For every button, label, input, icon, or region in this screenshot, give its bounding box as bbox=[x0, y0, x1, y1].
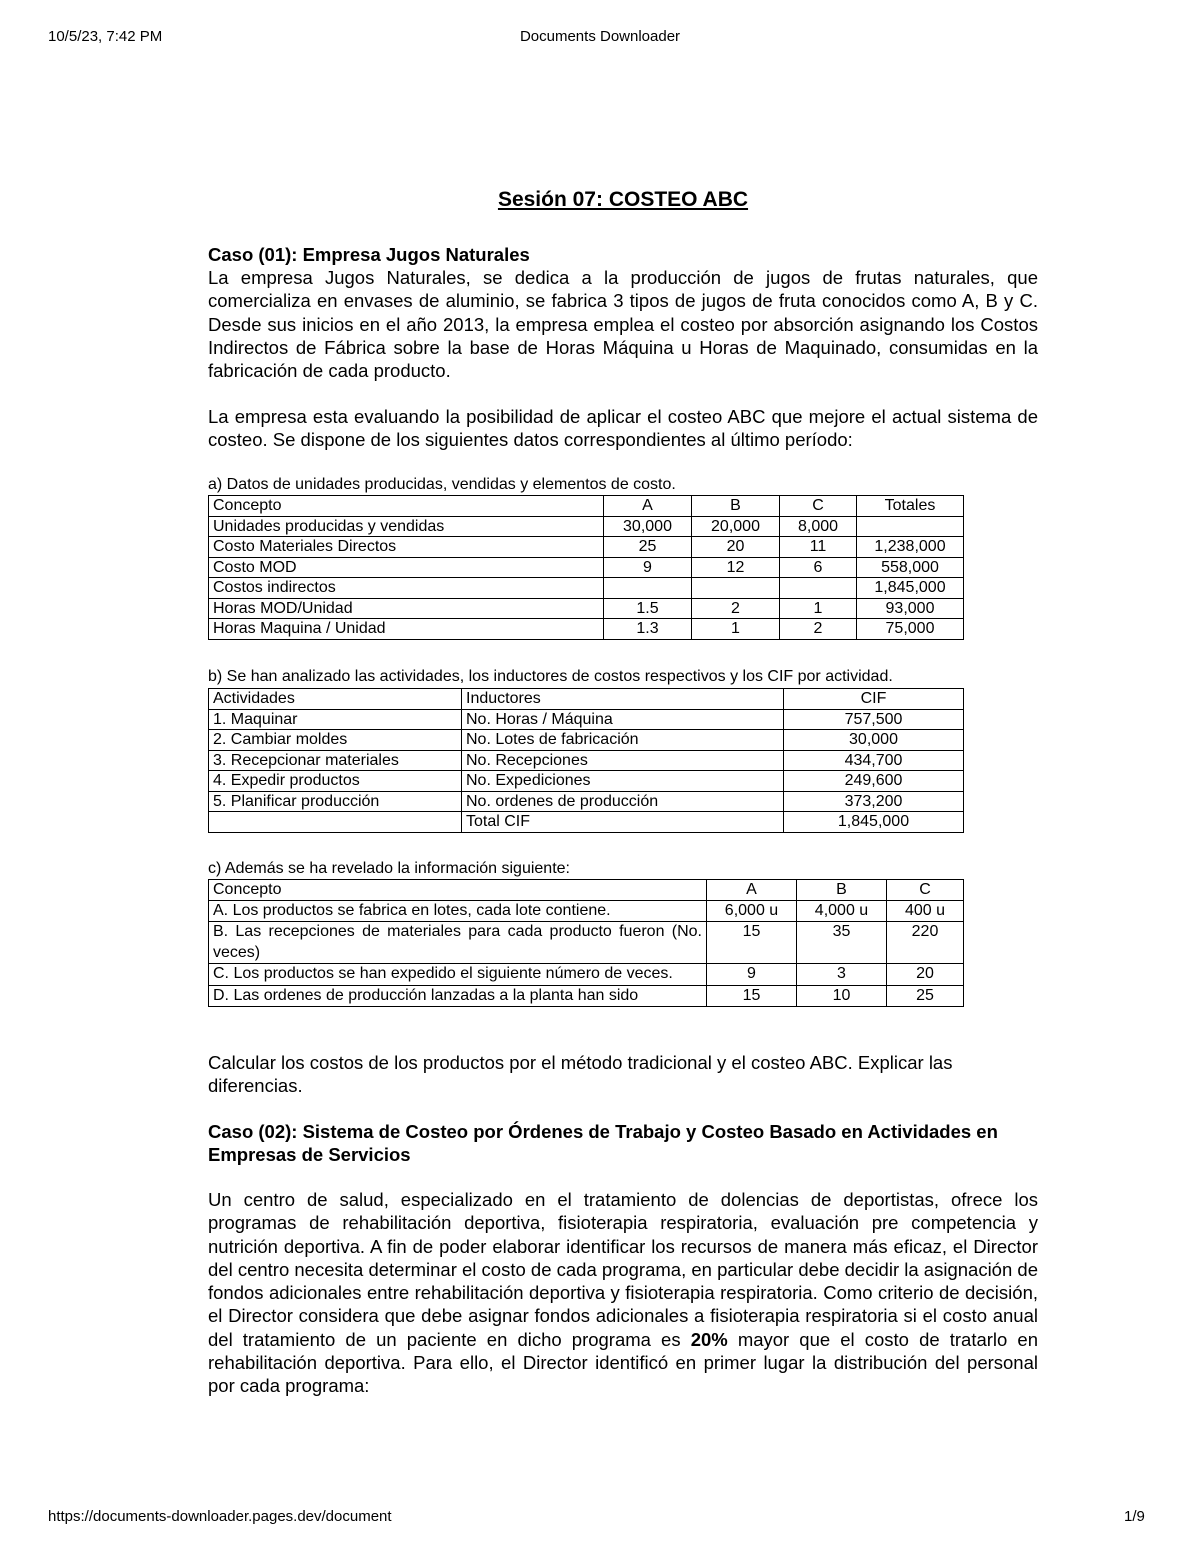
table-cell: 6,000 u bbox=[707, 900, 797, 922]
table-cell: No. ordenes de producción bbox=[462, 791, 784, 812]
table-cell: Costo Materiales Directos bbox=[209, 537, 604, 558]
table-cell: No. Expediciones bbox=[462, 771, 784, 792]
table-cell: 11 bbox=[780, 537, 857, 558]
table-c bbox=[208, 879, 964, 1007]
table-row bbox=[209, 557, 964, 578]
table-cell: A. Los productos se fabrica en lotes, cada lote contiene. bbox=[209, 900, 707, 922]
table-cell: Total CIF bbox=[462, 812, 784, 833]
table-row bbox=[209, 730, 964, 751]
table-row bbox=[209, 537, 964, 558]
header-cell: Totales bbox=[857, 496, 964, 517]
table-cell: No. Lotes de fabricación bbox=[462, 730, 784, 751]
table-cell: D. Las ordenes de producción lanzadas a la planta han sido bbox=[209, 985, 707, 1007]
table-row bbox=[209, 812, 964, 833]
table-cell: 249,600 bbox=[784, 771, 964, 792]
print-site-title: Documents Downloader bbox=[519, 28, 681, 45]
header-cell: Concepto bbox=[209, 496, 604, 517]
table-row bbox=[209, 598, 964, 619]
table-cell: 15 bbox=[707, 985, 797, 1007]
table-cell: Horas MOD/Unidad bbox=[209, 598, 604, 619]
table-a bbox=[208, 495, 964, 640]
header-cell: C bbox=[780, 496, 857, 517]
table-header-row bbox=[209, 496, 964, 517]
table-cell: 20 bbox=[887, 964, 964, 986]
table-cell: 1 bbox=[780, 598, 857, 619]
table-cell: 5. Planificar producción bbox=[209, 791, 462, 812]
table-a-caption: a) Datos de unidades producidas, vendidas y elementos de costo. bbox=[208, 476, 676, 493]
case1-instruction: Calcular los costos de los productos por el método tradicional y el costeo ABC. Explicar las diferencias. bbox=[208, 1052, 953, 1097]
case2-heading: Caso (02): Sistema de Costeo por Órdenes de Trabajo y Costeo Basado en Actividades en Empresas de Servicios bbox=[208, 1121, 998, 1166]
table-row bbox=[209, 791, 964, 812]
table-cell: 25 bbox=[604, 537, 692, 558]
table-cell: 434,700 bbox=[784, 750, 964, 771]
table-cell: No. Recepciones bbox=[462, 750, 784, 771]
table-cell: 1,238,000 bbox=[857, 537, 964, 558]
case2-text-before: Un centro de salud, especializado en el tratamiento de dolencias de deportistas, ofrece los programas de rehabilitación deportiva, fisioterapia respiratoria, evaluación pre competencia y nutrición deportiva. A fin de poder elaborar identificar los recursos de manera más eficaz, el Director del centro necesita determinar el costo de cada programa, en particular debe decidir la asignación de fondos adicionales entre rehabilitación deportiva y fisioterapia respiratoria. Como criterio de decisión, el Director considera que debe asignar fondos adicionales a fisioterapia respiratoria si el costo anual del tratamiento de un paciente en dicho programa es bbox=[208, 1189, 1038, 1350]
table-cell: 8,000 bbox=[780, 516, 857, 537]
table-cell: 15 bbox=[707, 922, 797, 964]
table-row bbox=[209, 516, 964, 537]
table-cell: 1.5 bbox=[604, 598, 692, 619]
table-b bbox=[208, 688, 964, 833]
table-cell bbox=[857, 516, 964, 537]
table-header-row bbox=[209, 880, 964, 901]
header-cell: C bbox=[887, 880, 964, 901]
header-cell: A bbox=[707, 880, 797, 901]
print-datetime: 10/5/23, 7:42 PM bbox=[48, 28, 163, 45]
table-cell: 2 bbox=[692, 598, 780, 619]
header-cell: CIF bbox=[784, 689, 964, 710]
percent-highlight: 20% bbox=[690, 1328, 728, 1350]
table-cell: 1. Maquinar bbox=[209, 709, 462, 730]
table-cell: 25 bbox=[887, 985, 964, 1007]
table-cell: 1,845,000 bbox=[857, 578, 964, 599]
table-c-caption: c) Además se ha revelado la información siguiente: bbox=[208, 860, 570, 877]
table-cell: 2. Cambiar moldes bbox=[209, 730, 462, 751]
table-cell bbox=[692, 578, 780, 599]
table-cell: 35 bbox=[797, 922, 887, 964]
table-cell: 757,500 bbox=[784, 709, 964, 730]
case1-paragraph-2: La empresa esta evaluando la posibilidad de aplicar el costeo ABC que mejore el actual sistema de costeo. Se dispone de los siguientes datos correspondientes al último período: bbox=[208, 406, 1038, 451]
table-header-row bbox=[209, 689, 964, 710]
table-row bbox=[209, 985, 964, 1007]
table-cell: Costos indirectos bbox=[209, 578, 604, 599]
header-cell: A bbox=[604, 496, 692, 517]
table-cell: 1 bbox=[692, 619, 780, 640]
table-cell: Unidades producidas y vendidas bbox=[209, 516, 604, 537]
table-cell: 4. Expedir productos bbox=[209, 771, 462, 792]
table-cell: C. Los productos se han expedido el siguiente número de veces. bbox=[209, 964, 707, 986]
table-cell: 400 u bbox=[887, 900, 964, 922]
table-cell bbox=[209, 812, 462, 833]
table-cell: 1.3 bbox=[604, 619, 692, 640]
table-row bbox=[209, 709, 964, 730]
table-cell: 20 bbox=[692, 537, 780, 558]
table-cell: 20,000 bbox=[692, 516, 780, 537]
table-row bbox=[209, 619, 964, 640]
table-cell: Horas Maquina / Unidad bbox=[209, 619, 604, 640]
table-b-caption: b) Se han analizado las actividades, los inductores de costos respectivos y los CIF por actividad. bbox=[208, 668, 893, 685]
table-cell: 6 bbox=[780, 557, 857, 578]
header-cell: Actividades bbox=[209, 689, 462, 710]
table-cell bbox=[604, 578, 692, 599]
case1-heading: Caso (01): Empresa Jugos Naturales bbox=[208, 244, 530, 265]
table-row bbox=[209, 750, 964, 771]
table-cell: 75,000 bbox=[857, 619, 964, 640]
table-cell: 12 bbox=[692, 557, 780, 578]
page-title: Sesión 07: COSTEO ABC bbox=[497, 188, 749, 211]
table-cell: 558,000 bbox=[857, 557, 964, 578]
header-cell: B bbox=[797, 880, 887, 901]
table-row bbox=[209, 578, 964, 599]
case2-text-after: mayor que el costo de tratarlo en rehabilitación deportiva. Para ello, el Director identificó en primer lugar la distribución del personal por cada programa: bbox=[208, 1328, 1038, 1397]
table-cell: 220 bbox=[887, 922, 964, 964]
table-cell bbox=[780, 578, 857, 599]
table-row bbox=[209, 771, 964, 792]
table-cell: 373,200 bbox=[784, 791, 964, 812]
table-cell: 4,000 u bbox=[797, 900, 887, 922]
case2-paragraph bbox=[208, 1188, 1038, 1398]
table-cell: 30,000 bbox=[604, 516, 692, 537]
print-url[interactable]: https://documents-downloader.pages.dev/document bbox=[48, 1508, 392, 1525]
table-row bbox=[209, 900, 964, 922]
table-cell: 9 bbox=[707, 964, 797, 986]
header-cell: Concepto bbox=[209, 880, 707, 901]
table-cell: 2 bbox=[780, 619, 857, 640]
header-cell: B bbox=[692, 496, 780, 517]
table-cell: No. Horas / Máquina bbox=[462, 709, 784, 730]
page-number: 1/9 bbox=[1124, 1508, 1145, 1525]
table-cell: 93,000 bbox=[857, 598, 964, 619]
table-cell: 30,000 bbox=[784, 730, 964, 751]
case1-paragraph-1: La empresa Jugos Naturales, se dedica a la producción de jugos de frutas naturales, que comercializa en envases de aluminio, se fabrica 3 tipos de jugos de fruta conocidos como A, B y C. Desde sus inicios en el año 2013, la empresa emplea el costeo por absorción asignando los Costos Indirectos de Fábrica sobre la base de Horas Máquina u Horas de Maquinado, consumidas en la fabricación de cada producto. bbox=[208, 267, 1038, 382]
table-cell: 10 bbox=[797, 985, 887, 1007]
table-cell: 9 bbox=[604, 557, 692, 578]
table-row bbox=[209, 964, 964, 986]
table-row bbox=[209, 922, 964, 964]
table-cell: Costo MOD bbox=[209, 557, 604, 578]
table-cell: 3 bbox=[797, 964, 887, 986]
header-cell: Inductores bbox=[462, 689, 784, 710]
table-cell: 1,845,000 bbox=[784, 812, 964, 833]
table-cell: 3. Recepcionar materiales bbox=[209, 750, 462, 771]
table-cell: B. Las recepciones de materiales para cada producto fueron (No. veces) bbox=[209, 922, 707, 964]
